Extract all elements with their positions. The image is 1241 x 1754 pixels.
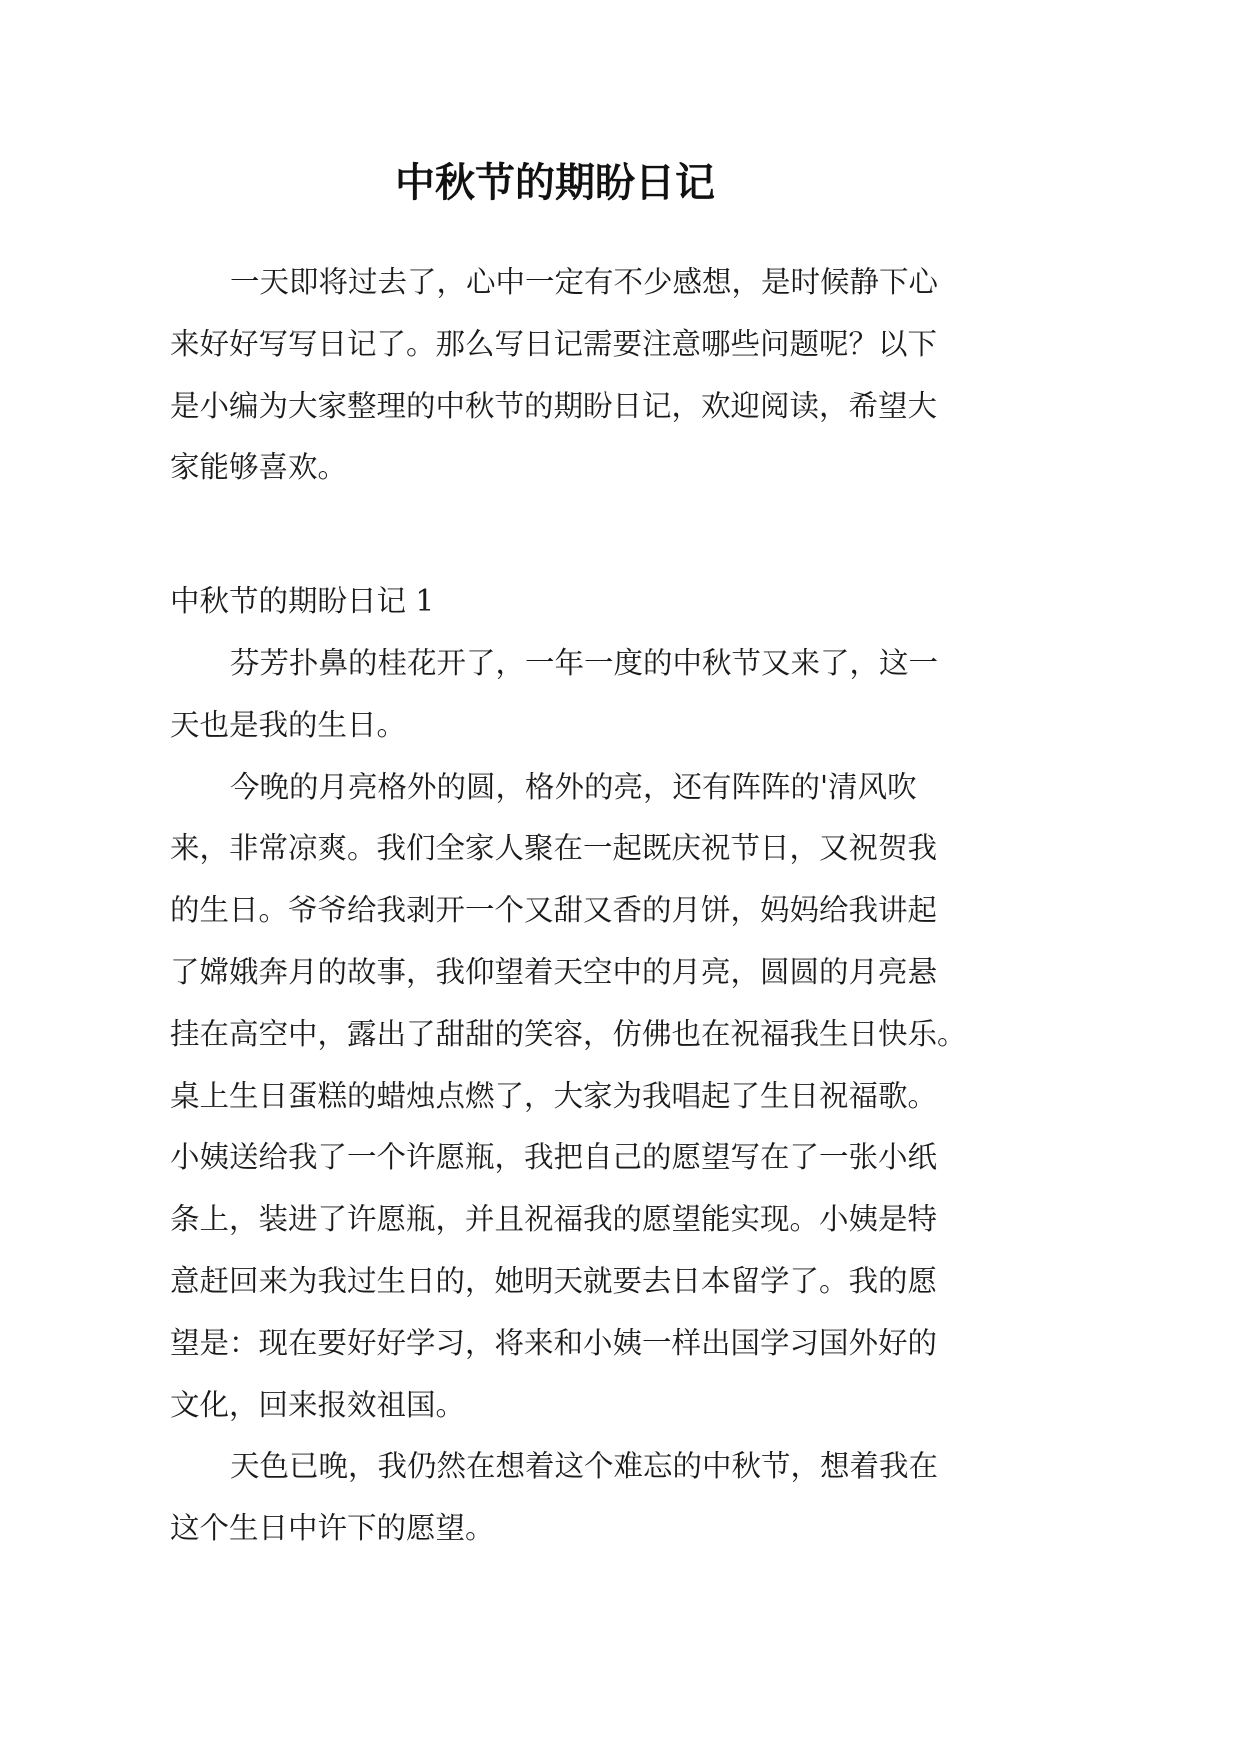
paragraph-line: 桌上生日蛋糕的蜡烛点燃了，大家为我唱起了生日祝福歌。 <box>170 1078 938 1113</box>
paragraph-line: 天也是我的生日。 <box>170 707 407 742</box>
diary-paragraph <box>170 757 970 1437</box>
paragraph-line: 来，非常凉爽。我们全家人聚在一起既庆祝节日，又祝贺我 <box>170 831 938 866</box>
document-title: 中秋节的期盼日记 <box>395 159 715 206</box>
paragraph-line: 挂在高空中，露出了甜甜的笑容，仿佛也在祝福我生日快乐。 <box>170 1016 967 1051</box>
paragraph-line: 意赶回来为我过生日的，她明天就要去日本留学了。我的愿 <box>170 1263 938 1298</box>
paragraph-line: 今晚的月亮格外的圆，格外的亮，还有阵阵的'清风吹 <box>230 769 917 804</box>
paragraph-line: 的生日。爷爷给我剥开一个又甜又香的月饼，妈妈给我讲起 <box>170 893 938 928</box>
paragraph-line: 来好好写写日记了。那么写日记需要注意哪些问题呢？以下 <box>170 326 938 361</box>
paragraph-line: 了嫦娥奔月的故事，我仰望着天空中的月亮，圆圆的月亮悬 <box>170 954 938 989</box>
paragraph-line: 小姨送给我了一个许愿瓶，我把自己的愿望写在了一张小纸 <box>170 1140 938 1175</box>
diary-paragraph <box>170 1436 970 1560</box>
diary-paragraph <box>170 633 970 757</box>
paragraph-line: 文化，回来报效祖国。 <box>170 1387 466 1422</box>
paragraph-line: 芬芳扑鼻的桂花开了，一年一度的中秋节又来了，这一 <box>230 645 939 680</box>
paragraph-line: 是小编为大家整理的中秋节的期盼日记，欢迎阅读，希望大 <box>170 388 938 423</box>
paragraph-line: 条上，装进了许愿瓶，并且祝福我的愿望能实现。小姨是特 <box>170 1202 938 1237</box>
paragraph-line: 一天即将过去了，心中一定有不少感想，是时候静下心 <box>230 265 939 299</box>
paragraph-line: 望是：现在要好好学习，将来和小姨一样出国学习国外好的 <box>170 1325 938 1360</box>
paragraph-line: 这个生日中许下的愿望。 <box>170 1511 495 1546</box>
section-heading: 中秋节的期盼日记 1 <box>170 584 435 619</box>
intro-paragraph <box>170 252 970 499</box>
paragraph-line: 家能够喜欢。 <box>170 450 348 485</box>
document-body <box>170 252 970 1560</box>
paragraph-line: 天色已晚，我仍然在想着这个难忘的中秋节，想着我在 <box>230 1449 939 1484</box>
